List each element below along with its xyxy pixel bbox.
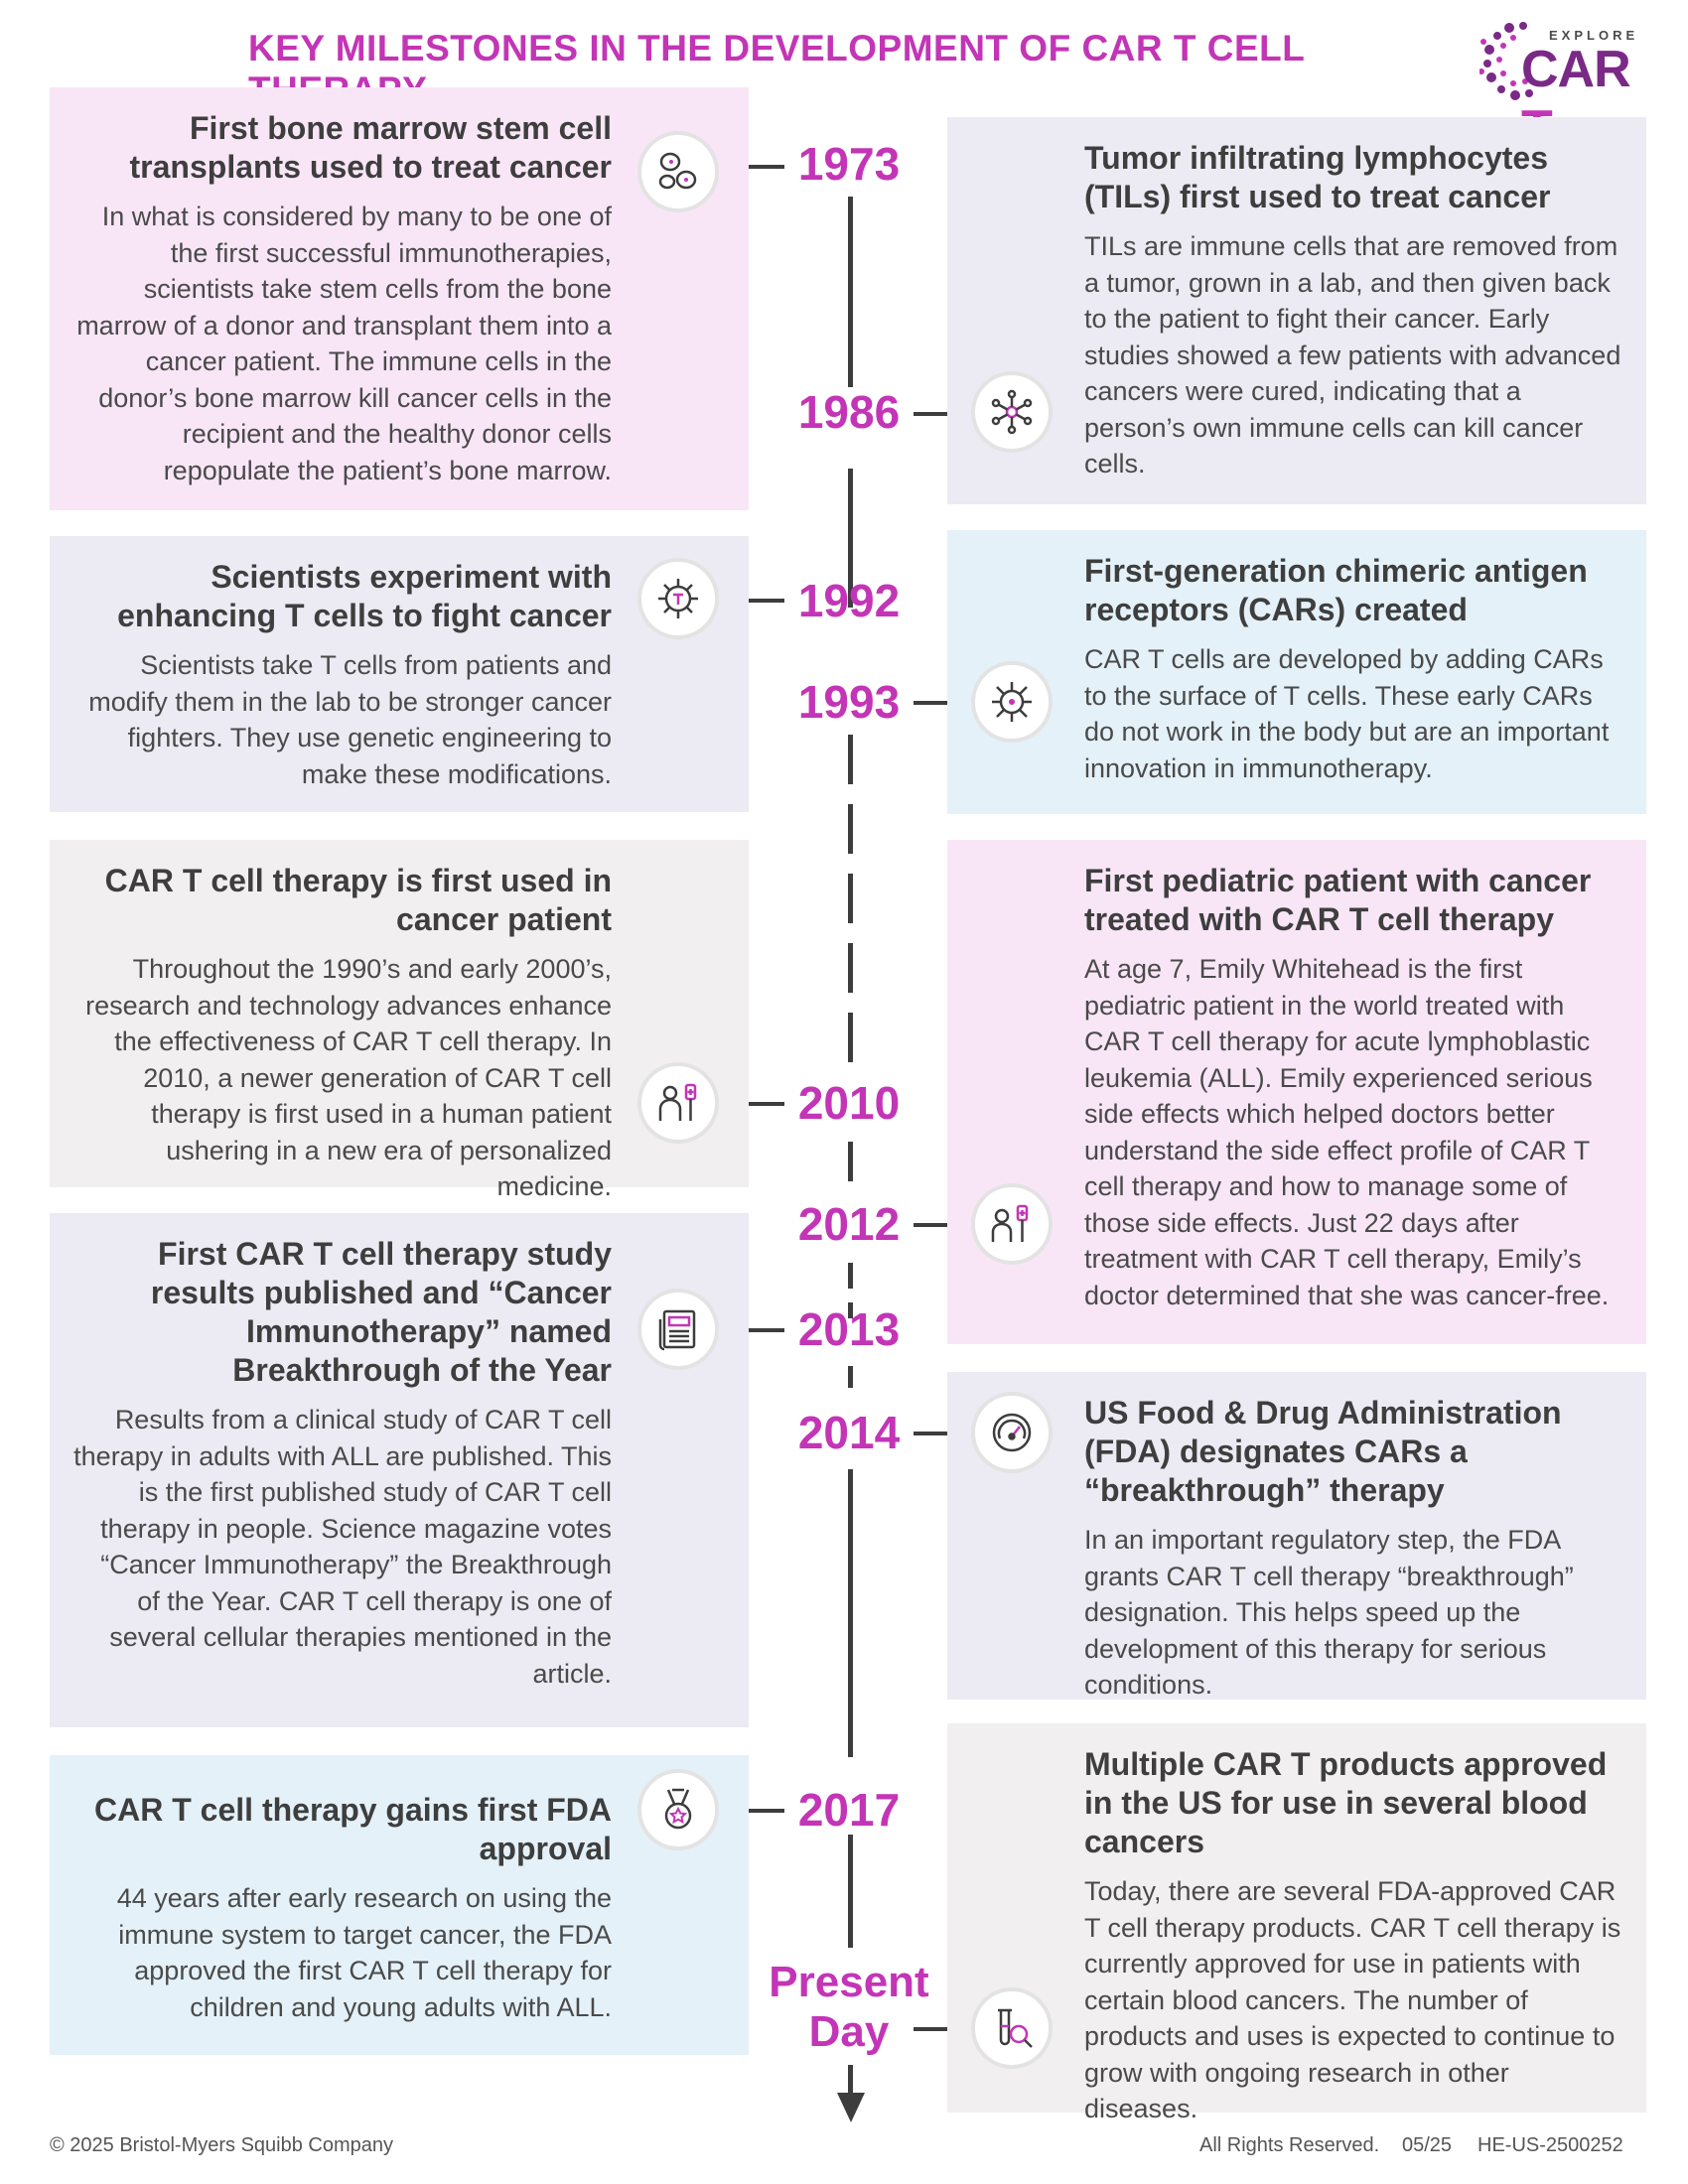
cells-icon: [637, 131, 719, 212]
milestone-card-1986: [947, 117, 1646, 504]
year-present-day: [750, 1958, 948, 2057]
timeline-axis-segment: [848, 197, 853, 387]
timeline-axis-dash: [848, 735, 853, 784]
milestone-body: CAR T cells are developed by adding CARs to the surface of T cells. These early CARs do not work in the body but are an important innovation in immunotherapy.: [1084, 644, 1610, 783]
milestone-title: Multiple CAR T products approved in the US for use in several blood cancers: [1084, 1746, 1608, 1859]
milestone-body: Today, there are several FDA-approved CAR T cell therapy products. CAR T cell therapy is currently approved for use in patients with certain blood cancers. The number of products and uses is expected to continue to grow with ongoing research in other diseases.: [1084, 1876, 1621, 2123]
milestone-title: First bone marrow stem cell transplants used to treat cancer: [129, 110, 612, 185]
timeline-axis-dash: [848, 804, 853, 854]
gauge-icon: [971, 1392, 1053, 1473]
pediatric-patient-icon: [971, 1183, 1053, 1265]
footer-code: HE-US-2500252: [1477, 2134, 1623, 2156]
milestone-card-2010: [50, 840, 749, 1201]
footer-rights: All Rights Reserved.: [1199, 2134, 1380, 2156]
timeline-axis-dash: [848, 1263, 853, 1289]
year-1986: 1986: [797, 386, 901, 438]
car-t-cell-icon: [971, 661, 1053, 743]
milestone-title: First CAR T cell therapy study results published and “Cancer Immunotherapy” named Breakthrough of the Year: [150, 1236, 612, 1388]
footer-date: 05/25: [1402, 2134, 1453, 2156]
milestone-body: 44 years after early research on using the immune system to target cancer, the FDA approved the first CAR T cell therapy for children and young adults with ALL.: [116, 1883, 612, 2022]
milestone-title: First-generation chimeric antigen receptors (CARs) created: [1084, 553, 1588, 627]
milestone-title: Tumor infiltrating lymphocytes (TILs) first used to treat cancer: [1084, 140, 1551, 214]
milestone-card-2013: [50, 1213, 749, 1727]
milestone-body: At age 7, Emily Whitehead is the first pediatric patient in the world treated with CAR T cell therapy for acute lymphoblastic leukemia (ALL). Emily experienced serious side effects which helped doctors better understand the side effect profile of CAR T cell therapy and how to manage some of those side effects. Just 22 days after treatment with CAR T cell therapy, Emily’s doctor determined that she was cancer-free.: [1084, 954, 1610, 1310]
milestone-body: In an important regulatory step, the FDA grants CAR T cell therapy “breakthrough” designation. This helps speed up the development of this therapy for serious conditions.: [1084, 1525, 1574, 1700]
year-2014: 2014: [797, 1407, 901, 1458]
milestone-title: CAR T cell therapy gains first FDA approval: [94, 1792, 612, 1866]
timeline-axis-dash: [848, 943, 853, 993]
year-2010: 2010: [797, 1077, 901, 1129]
footer-copyright: © 2025 Bristol-Myers Squibb Company: [50, 2134, 393, 2156]
newspaper-icon: [637, 1289, 719, 1370]
year-2013: 2013: [797, 1303, 901, 1355]
logo-explore-text: EXPLORE: [1549, 28, 1639, 43]
year-2012: 2012: [797, 1198, 901, 1250]
t-cell-icon: [637, 558, 719, 639]
timeline-axis-dash: [848, 1013, 853, 1062]
patient-iv-icon: [637, 1062, 719, 1144]
milestone-title: US Food & Drug Administration (FDA) designates CARs a “breakthrough” therapy: [1084, 1395, 1562, 1508]
milestone-card-2014: [947, 1372, 1646, 1700]
timeline-axis-dash: [848, 874, 853, 923]
present-line-1: Present: [769, 1958, 929, 2006]
milestone-title: Scientists experiment with enhancing T cells to fight cancer: [117, 559, 612, 633]
timeline-axis-dash: [848, 1142, 853, 1181]
timeline-axis-segment: [848, 1835, 853, 1948]
explore-car-t-logo: [1479, 12, 1658, 111]
year-1973: 1973: [797, 138, 901, 190]
year-1993: 1993: [797, 676, 901, 728]
test-tube-search-icon: [971, 1987, 1053, 2069]
milestone-body: Results from a clinical study of CAR T cell therapy in adults with ALL are published. This is the first published study of CAR T cell therapy in people. Science magazine votes “Cancer Immunotherapy” the Breakthrough of the Year. CAR T cell therapy is one of several cellular therapies mentioned in the article.: [73, 1405, 612, 1689]
logo-car-text: CAR: [1521, 41, 1630, 98]
milestone-title: CAR T cell therapy is first used in cancer patient: [104, 863, 612, 937]
milestone-card-2012: [947, 840, 1646, 1344]
timeline-arrowhead: [837, 2093, 865, 2122]
milestone-title: First pediatric patient with cancer treated with CAR T cell therapy: [1084, 863, 1592, 937]
timeline-axis-segment: [848, 2065, 853, 2095]
timeline-axis-segment: [848, 1469, 853, 1757]
milestone-body: In what is considered by many to be one of the first successful immunotherapies, scientists take stem cells from the bone marrow of a donor and transplant them into a cancer patient. The immune cells in the donor’s bone marrow kill cancer cells in the recipient and the healthy donor cells repopulate the patient’s bone marrow.: [76, 202, 612, 485]
year-2017: 2017: [797, 1784, 901, 1836]
milestone-body: Throughout the 1990’s and early 2000’s, research and technology advances enhance the effectiveness of CAR T cell therapy. In 2010, a newer generation of CAR T cell therapy is first used in a human patient ushering in a new era of personalized medicine.: [85, 954, 612, 1201]
milestone-card-present: [947, 1723, 1646, 2123]
page-title: KEY MILESTONES IN THE DEVELOPMENT OF CAR T CELL: [248, 28, 1305, 68]
milestone-body: TILs are immune cells that are removed from a tumor, grown in a lab, and then given back to the patient to fight their cancer. Early studies showed a few patients with advanced cancers were cured, indicating that a person’s own immune cells can kill cancer cells.: [1084, 231, 1621, 478]
milestone-card-1993: [947, 530, 1646, 814]
network-icon: [971, 371, 1053, 453]
award-medal-icon: [637, 1769, 719, 1850]
timeline-axis-dash: [848, 1366, 853, 1388]
milestone-body: Scientists take T cells from patients and modify them in the lab to be stronger cancer fighters. They use genetic engineering to make these modifications.: [88, 650, 612, 789]
year-1992: 1992: [797, 575, 901, 626]
present-line-2: Day: [808, 2007, 890, 2056]
